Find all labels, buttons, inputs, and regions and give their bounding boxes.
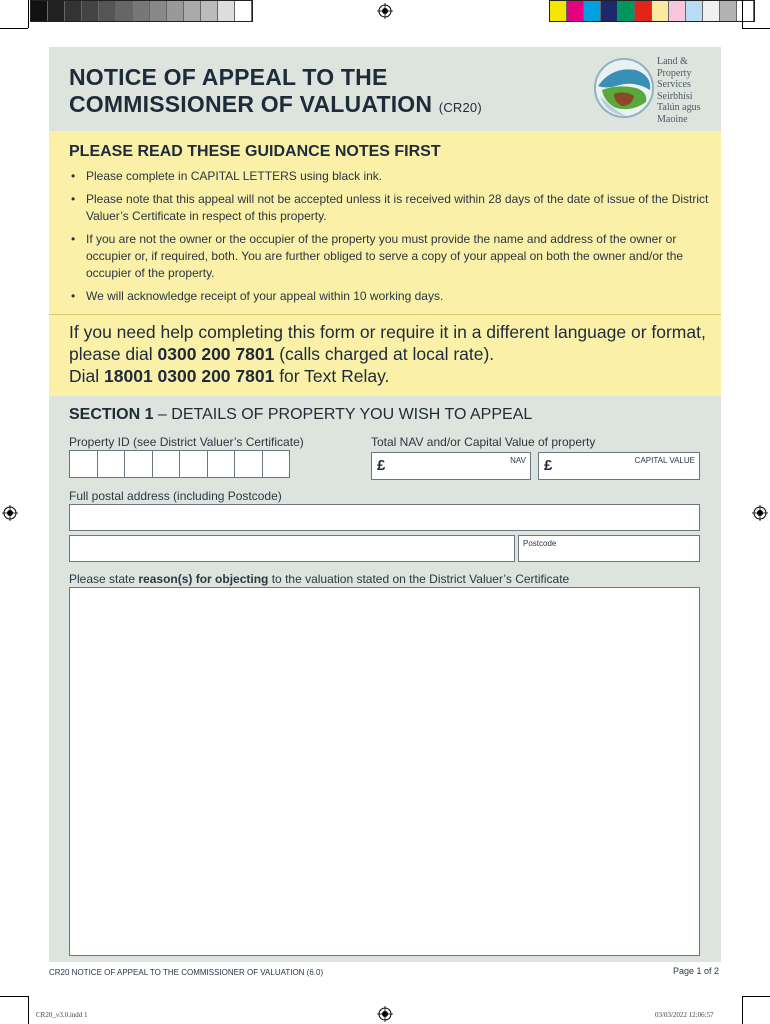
crop-mark xyxy=(742,0,743,28)
property-id-cell[interactable] xyxy=(180,451,208,477)
text-relay-phone: 18001 0300 200 7801 xyxy=(104,366,275,386)
guidance-bullet: • Please complete in CAPITAL LETTERS using black ink. xyxy=(69,168,709,185)
crop-mark xyxy=(742,996,770,997)
property-id-label: Property ID (see District Valuer’s Certificate) xyxy=(69,435,304,449)
registration-mark-icon xyxy=(752,505,768,521)
crop-mark xyxy=(28,996,29,1024)
form-code: (CR20) xyxy=(438,100,482,115)
address-line-2-field[interactable] xyxy=(69,535,515,562)
logo-line: Seirbhísí xyxy=(657,90,693,102)
calibration-swatch xyxy=(737,1,754,21)
nav-tag: NAV xyxy=(510,456,526,465)
reason-bold: reason(s) for objecting xyxy=(138,572,269,586)
calibration-swatch xyxy=(218,1,235,21)
calibration-swatch xyxy=(82,1,99,21)
registration-mark-icon xyxy=(2,505,18,521)
calibration-swatch xyxy=(150,1,167,21)
calibration-swatch xyxy=(48,1,65,21)
crop-mark xyxy=(0,28,28,29)
calibration-swatch xyxy=(116,1,133,21)
crop-mark xyxy=(0,996,28,997)
page-number: Page 1 of 2 xyxy=(673,966,720,976)
help-prefix: If you need help completing this form or require it in a different language or format, please dial xyxy=(69,322,706,364)
logo-line: Property xyxy=(657,67,692,79)
property-id-cell[interactable] xyxy=(208,451,236,477)
color-calibration-bar xyxy=(549,0,755,22)
calibration-swatch xyxy=(584,1,601,21)
reason-textarea[interactable] xyxy=(69,587,700,956)
calibration-swatch xyxy=(31,1,48,21)
guidance-bullet: • Please note that this appeal will not be accepted unless it is received within 28 days of the date of issue of the District Valuer’s Certificate in respect of this property. xyxy=(69,191,709,225)
property-id-cell[interactable] xyxy=(235,451,263,477)
postcode-tag: Postcode xyxy=(523,539,557,548)
calibration-swatch xyxy=(686,1,703,21)
crop-mark xyxy=(742,28,770,29)
calibration-swatch xyxy=(184,1,201,21)
guidance-bullet: • If you are not the owner or the occupier of the property you must provide the name and address of the owner or occupier or, if required, both. You are further obliged to serve a copy of your appeal on both the owner and/or the occupier of the property. xyxy=(69,231,709,282)
calibration-swatch xyxy=(235,1,252,21)
calibration-swatch xyxy=(703,1,720,21)
registration-mark-icon xyxy=(377,1006,393,1022)
crop-mark xyxy=(28,0,29,28)
address-label: Full postal address (including Postcode) xyxy=(69,489,282,503)
lps-logo-icon xyxy=(592,56,656,120)
slug-filename: CR20_v3.0.indd 1 xyxy=(36,1011,88,1019)
value-label: Total NAV and/or Capital Value of property xyxy=(371,435,596,449)
form-title xyxy=(69,64,482,121)
calibration-swatch xyxy=(618,1,635,21)
reason-label xyxy=(69,572,569,586)
help-text xyxy=(69,321,709,387)
section-title: – DETAILS OF PROPERTY YOU WISH TO APPEAL xyxy=(153,406,533,423)
reason-suffix: to the valuation stated on the District Valuer’s Certificate xyxy=(268,572,570,586)
address-line-1-field[interactable] xyxy=(69,504,700,531)
nav-field[interactable] xyxy=(371,452,531,480)
title-line-1: NOTICE OF APPEAL TO THE xyxy=(69,64,388,90)
pound-symbol: £ xyxy=(377,457,386,474)
calibration-swatch xyxy=(550,1,567,21)
section-number: SECTION 1 xyxy=(69,406,154,423)
registration-mark-icon xyxy=(377,3,393,19)
calibration-swatch xyxy=(167,1,184,21)
capital-value-tag: CAPITAL VALUE xyxy=(634,456,695,465)
calibration-swatch xyxy=(720,1,737,21)
calibration-swatch xyxy=(99,1,116,21)
calibration-swatch xyxy=(65,1,82,21)
logo-line: Services xyxy=(657,79,691,90)
help-phone: 0300 200 7801 xyxy=(157,344,275,364)
property-id-cell[interactable] xyxy=(70,451,98,477)
property-id-field[interactable] xyxy=(69,450,290,478)
calibration-swatch xyxy=(601,1,618,21)
property-id-cell[interactable] xyxy=(98,451,126,477)
logo-line: Land & xyxy=(657,56,688,67)
guidance-bullet: • We will acknowledge receipt of your appeal within 10 working days. xyxy=(69,288,709,305)
property-id-cell[interactable] xyxy=(153,451,181,477)
footer-form-name: CR20 NOTICE OF APPEAL TO THE COMMISSIONER OF VALUATION (6.0) xyxy=(49,968,324,977)
help-mid: (calls charged at local rate). xyxy=(274,344,495,364)
section-1-heading xyxy=(69,406,532,424)
guidance-divider xyxy=(49,314,721,315)
calibration-swatch xyxy=(669,1,686,21)
calibration-swatch xyxy=(652,1,669,21)
guidance-list xyxy=(69,168,709,311)
title-line-2: COMMISSIONER OF VALUATION xyxy=(69,91,433,117)
calibration-swatch xyxy=(635,1,652,21)
calibration-swatch xyxy=(567,1,584,21)
grey-calibration-bar xyxy=(30,0,253,22)
property-id-cell[interactable] xyxy=(125,451,153,477)
logo-line: Talún agus xyxy=(657,102,701,113)
reason-prefix: Please state xyxy=(69,572,139,586)
logo-text xyxy=(657,56,700,125)
pound-symbol: £ xyxy=(544,457,553,474)
help-dial: Dial xyxy=(69,366,105,386)
help-suffix: for Text Relay. xyxy=(274,366,390,386)
calibration-swatch xyxy=(133,1,150,21)
crop-mark xyxy=(742,996,743,1024)
slug-timestamp: 03/03/2022 12:06:57 xyxy=(655,1011,714,1019)
postcode-field[interactable] xyxy=(518,535,700,562)
capital-value-field[interactable] xyxy=(538,452,700,480)
guidance-heading: PLEASE READ THESE GUIDANCE NOTES FIRST xyxy=(69,143,441,160)
property-id-cell[interactable] xyxy=(263,451,290,477)
logo-line: Maoine xyxy=(657,113,688,125)
calibration-swatch xyxy=(201,1,218,21)
